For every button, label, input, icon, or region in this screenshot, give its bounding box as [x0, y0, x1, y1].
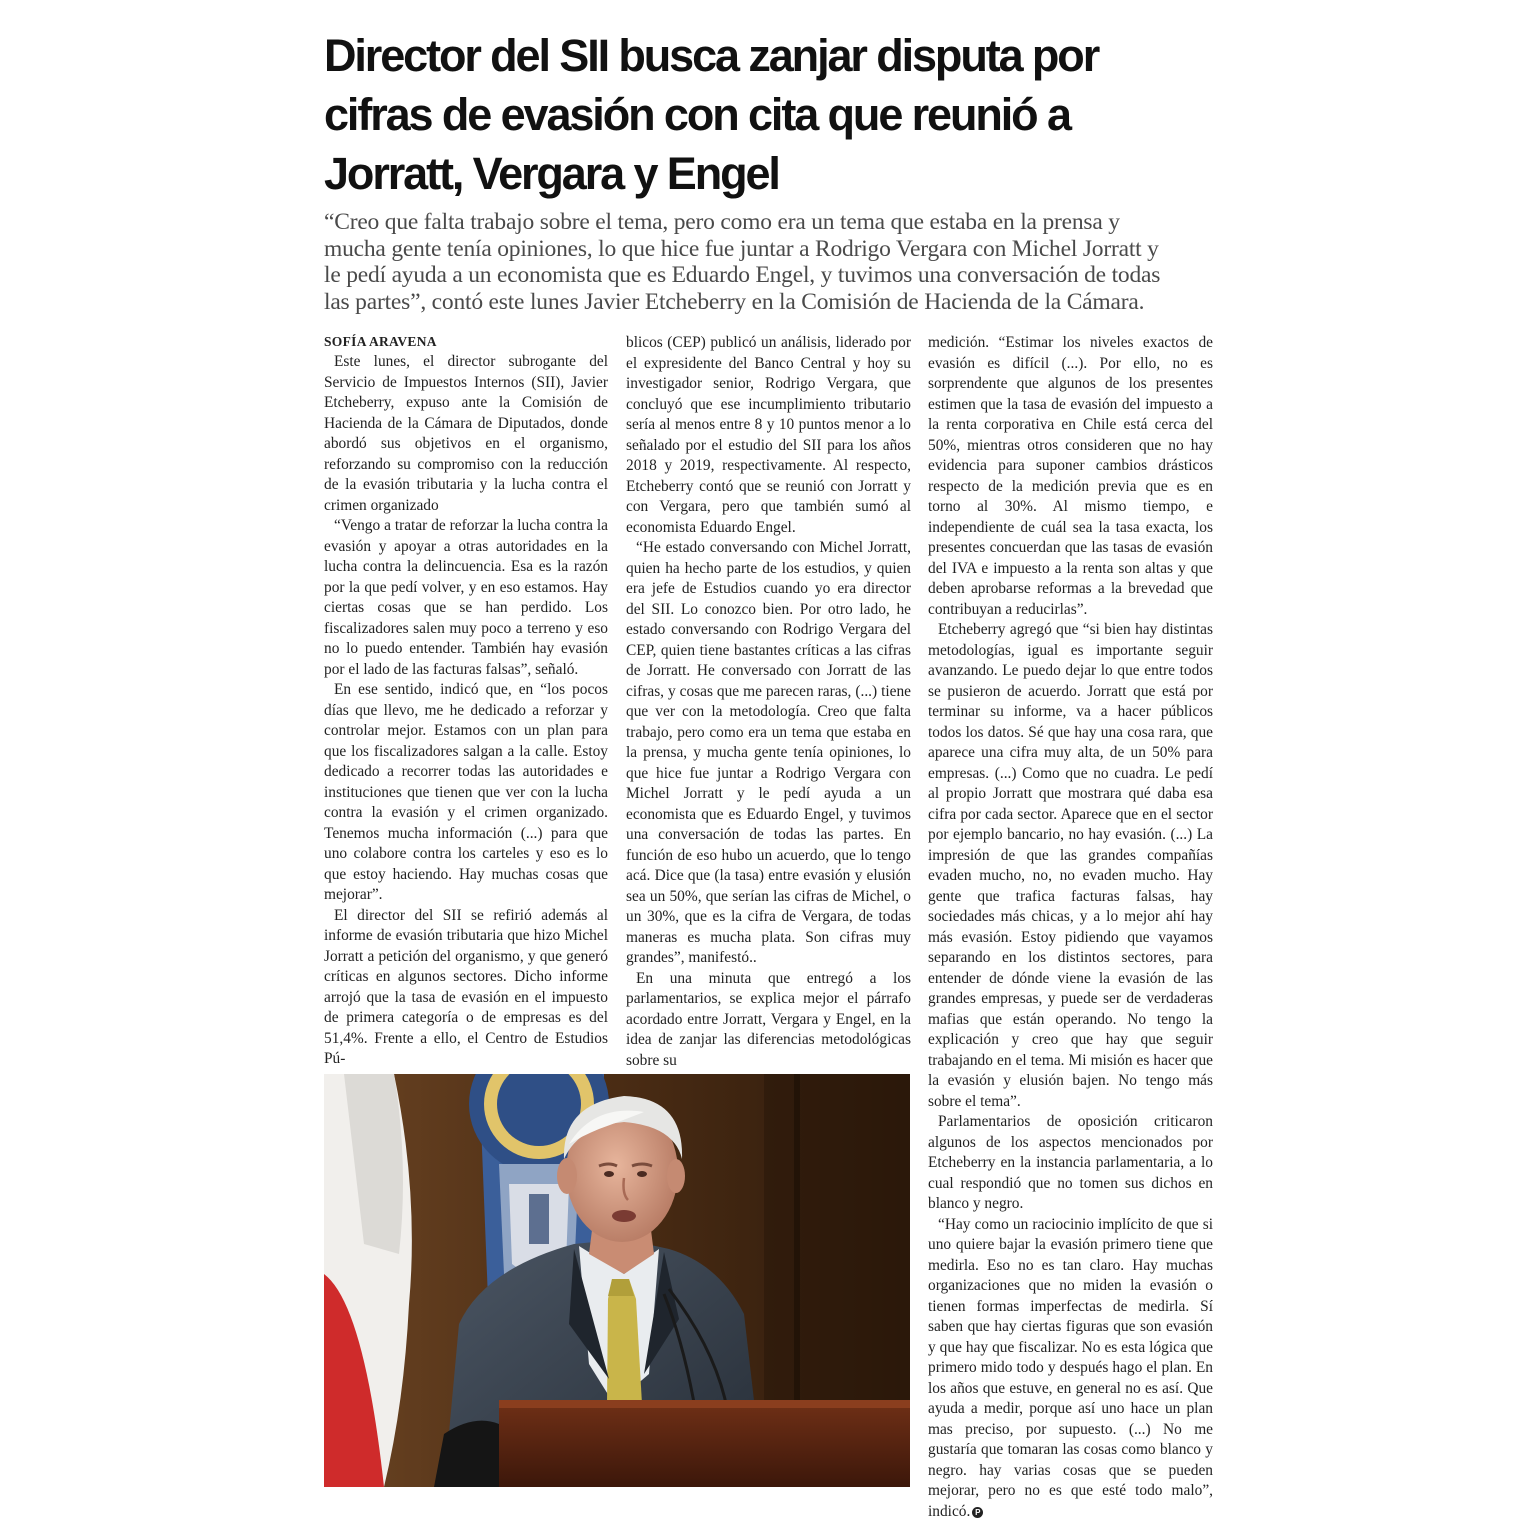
paragraph: “He estado conversando con Michel Jorratt, quien ha hecho parte de los estudios, y quien era jefe de Estudios cuando yo era director del SII. Lo conozco bien. Por otro lado, he estado conversando con Rodrigo Vergara del CEP, quien tiene bastantes críticas a las cifras de Jorratt. He conversado con Jorratt de las cifras, y cosas que me parecen raras, (...) tiene que ver con la metodología. Creo que falta trabajo, pero como era un tema que estaba en la prensa, y mucha gente tenía opiniones, lo que hice fue juntar a Rodrigo Vergara con Michel Jorratt y le pedí ayuda a un economista que es Eduardo Engel, y tuvimos una conversación de todas las partes. En función de eso hubo un acuerdo, que lo tengo acá. Dice que (la tasa) entre evasión y elusión sea un 50%, que serían las cifras de Michel, o un 30%, que es la cifra de Vergara, de todas maneras es mucha plata. Son cifras muy grandes”, manifestó..: [626, 539, 911, 966]
headline: [324, 26, 1204, 203]
speaker-photo-illustration: [324, 1074, 910, 1487]
headline-line: Jorratt, Vergara y Engel: [324, 148, 779, 199]
paragraph: Parlamentarios de oposición criticaron algunos de los aspectos mencionados por Etcheberry en la instancia parlamentaria, a lo cual respondió que no tomen sus dichos en blanco y negro.: [928, 1113, 1213, 1212]
dek-quote: [324, 209, 1224, 315]
byline: SOFÍA ARAVENA: [324, 334, 437, 349]
dek-line: las partes”, contó este lunes Javier Etcheberry en la Comisión de Hacienda de la Cámara.: [324, 288, 1145, 315]
article-photo: [324, 1074, 910, 1487]
article-column-1: [324, 333, 608, 1070]
end-of-article-icon: P: [972, 1507, 983, 1518]
article-column-2: [626, 333, 911, 1071]
paragraph-last: [928, 1215, 1213, 1523]
article-column-3: [928, 333, 1213, 1522]
paragraph: En una minuta que entregó a los parlamentarios, se explica mejor el párrafo acordado entre Jorratt, Vergara y Engel, en la idea de zanjar las diferencias metodológicas sobre su: [626, 969, 911, 1069]
paragraph: medición. “Estimar los niveles exactos de evasión es difícil (...). Por ello, no es sorprendente que algunos de los presentes estimen que la tasa de evasión del impuesto a la renta corporativa en Chile está cerca del 50%, mientras otros consideren que no hay evidencia para suponer cambios drásticos respecto de la medición previa que es en torno al 30%. Al mismo tiempo, e independiente de cuál sea la tasa exacta, los presentes concuerdan que las tasas de evasión del IVA e impuesto a la renta son altas y que deben aprobarse reformas a la brevedad que contribuyan a reducirlas”.: [928, 334, 1213, 618]
dek-line: mucha gente tenía opiniones, lo que hice fue juntar a Rodrigo Vergara con Michel Jorratt y: [324, 235, 1159, 262]
dek-line: “Creo que falta trabajo sobre el tema, pero como era un tema que estaba en la prensa y: [324, 209, 1120, 235]
headline-line: Director del SII busca zanjar disputa por: [324, 30, 1099, 81]
dek-line: le pedí ayuda a un economista que es Eduardo Engel, y tuvimos una conversación de todas: [324, 262, 1161, 289]
paragraph: Este lunes, el director subrogante del Servicio de Impuestos Internos (SII), Javier Etcheberry, expuso ante la Comisión de Hacienda de la Cámara de Diputados, donde abordó sus objetivos en el organismo, reforzando su compromiso con la reducción de la evasión tributaria y la lucha contra el crimen organizado: [324, 353, 608, 514]
paragraph: Etcheberry agregó que “si bien hay distintas metodologías, igual es importante seguir avanzando. Le puedo dejar lo que entre todos se pusieron de acuerdo. Jorratt que está por terminar su informe, va a hacer públicos todos los datos. Sé que hay una cosa rara, que aparece una cifra muy alta, de un 50% para empresas. (...) Como que no cuadra. Le pedí al propio Jorratt que mostrara qué daba esa cifra por cada sector. Aparece que en el sector por ejemplo bancario, no hay evasión. (...) La impresión de que las grandes compañías evaden mucho, no, no evaden mucho. Hay gente que trafica facturas falsas, hay sociedades más chicas, y a lo mejor ahí hay más evasión. Estoy pidiendo que vayamos separando en los distintos sectores, para entender de dónde viene la evasión de las grandes empresas, y puede ser de verdaderas mafias que están operando. No tengo la explicación y creo que hay que seguir trabajando en el tema. Mi misión es hacer que la evasión y elusión bajen. No tengo más sobre el tema”.: [928, 621, 1213, 1110]
paragraph: En ese sentido, indicó que, en “los pocos días que llevo, me he dedicado a reforzar y controlar mejor. Estamos con un plan para que los fiscalizadores salgan a la calle. Estoy dedicado a recorrer todas las autoridades e instituciones que tienen que ver con la lucha contra la evasión y el crimen organizado. Tenemos mucha información (...) para que uno colabore contra los carteles y eso es lo que estoy haciendo. Hay muchas cosas que mejorar”.: [324, 681, 608, 903]
paragraph: El director del SII se refirió además al informe de evasión tributaria que hizo Michel Jorratt a petición del organismo, y que generó críticas en algunos sectores. Dicho informe arrojó que la tasa de evasión en el impuesto de primera categoría o de empresas es del 51,4%. Frente a ello, el Centro de Estudios Pú-: [324, 906, 608, 1067]
paragraph: “Vengo a tratar de reforzar la lucha contra la evasión y apoyar a otras autoridades en la lucha contra la delincuencia. Esa es la razón por la que pedí volver, y en eso estamos. Hay ciertas cosas que se han perdido. Los fiscalizadores salen muy poco a terreno y eso no lo puedo entender. También hay evasión por el lado de las facturas falsas”, señaló.: [324, 517, 608, 678]
headline-line: cifras de evasión con cita que reunió a: [324, 89, 1070, 140]
paragraph-text: “Hay como un raciocinio implícito de que si uno quiere bajar la evasión primero tiene que medirla. Eso no es tan claro. Hay muchas organizaciones que no miden la evasión o tienen formas imperfectas de medirla. Sí saben que hay ciertas figuras que son evasión y que hay que fiscalizar. No es esta lógica que primero mido todo y después hago el plan. En los años que estuve, en general no es así. Que ayuda a medir, porque así uno hace un plan mas preciso, por supuesto. (...) No me gustaría que tomaran las cosas como blanco y negro. hay varias cosas que se pueden mejorar, pero no es que esté todo malo”, indicó.: [928, 1215, 1213, 1520]
paragraph: blicos (CEP) publicó un análisis, liderado por el expresidente del Banco Central y hoy su investigador senior, Rodrigo Vergara, que concluyó que ese incumplimiento tributario sería al menos entre 8 y 10 puntos menor a lo señalado por el estudio del SII para los años 2018 y 2019, respectivamente. Al respecto, Etcheberry contó que se reunió con Jorratt y con Vergara, pero que también sumó al economista Eduardo Engel.: [626, 334, 911, 536]
